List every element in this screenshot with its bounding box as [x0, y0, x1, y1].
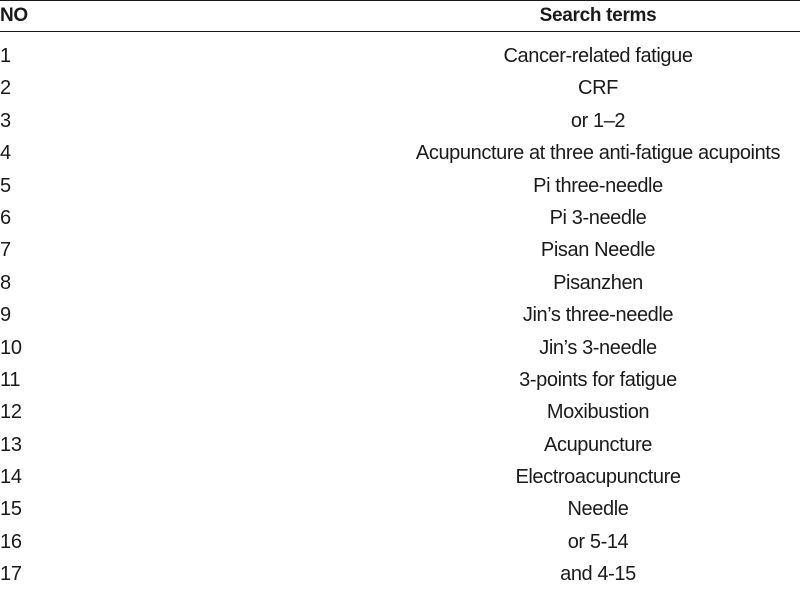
table-row [0, 40, 800, 72]
table-body [0, 40, 800, 591]
header-search-terms: Search terms [539, 5, 657, 26]
row-search-term: Needle [567, 498, 629, 521]
table-row [0, 364, 800, 396]
row-search-term: Jin’s 3-needle [539, 336, 657, 359]
row-number: 15 [0, 498, 22, 521]
table-row [0, 332, 800, 364]
row-number: 13 [0, 433, 22, 456]
table-row [0, 234, 800, 266]
row-number: 6 [0, 206, 11, 229]
row-number: 9 [0, 304, 11, 327]
row-search-term: Jin’s three-needle [522, 304, 674, 327]
row-search-term: Pi 3-needle [549, 206, 647, 229]
row-search-term: Pi three-needle [533, 174, 663, 197]
row-search-term: CRF [578, 77, 618, 100]
row-number: 11 [0, 368, 21, 391]
row-search-term: 3-points for fatigue [519, 368, 677, 391]
table-top-rule [0, 0, 800, 1]
table-row [0, 267, 800, 299]
table-row [0, 429, 800, 461]
row-number: 5 [0, 174, 11, 197]
row-number: 14 [0, 466, 22, 489]
row-number: 17 [0, 563, 22, 586]
row-search-term: Acupuncture [544, 433, 652, 456]
row-search-term: or 5-14 [567, 530, 629, 553]
table-row [0, 461, 800, 493]
row-search-term: Pisanzhen [553, 271, 643, 294]
row-search-term: Moxibustion [546, 401, 650, 424]
row-number: 7 [0, 239, 11, 262]
row-search-term: or 1–2 [570, 109, 626, 132]
table-row [0, 202, 800, 234]
table-row [0, 299, 800, 331]
row-number: 8 [0, 271, 11, 294]
table-row [0, 105, 800, 137]
table-row [0, 396, 800, 428]
table-row [0, 170, 800, 202]
table-row [0, 493, 800, 525]
row-search-term: Pisan Needle [540, 239, 656, 262]
row-search-term: Electroacupuncture [515, 466, 681, 489]
row-number: 12 [0, 401, 22, 424]
row-search-term: Cancer-related fatigue [503, 45, 693, 67]
table-row [0, 137, 800, 169]
table-row [0, 72, 800, 104]
table-header-row [0, 2, 800, 30]
row-number: 1 [0, 45, 11, 67]
row-search-term: and 4-15 [560, 563, 636, 586]
row-number: 16 [0, 530, 22, 553]
table-header-rule [0, 31, 800, 32]
row-number: 3 [0, 109, 11, 132]
table-row [0, 526, 800, 558]
row-number: 4 [0, 142, 11, 165]
row-number: 2 [0, 77, 11, 100]
header-no: NO [0, 5, 28, 26]
row-number: 10 [0, 336, 22, 359]
row-search-term: Acupuncture at three anti-fatigue acupoints [415, 142, 781, 165]
